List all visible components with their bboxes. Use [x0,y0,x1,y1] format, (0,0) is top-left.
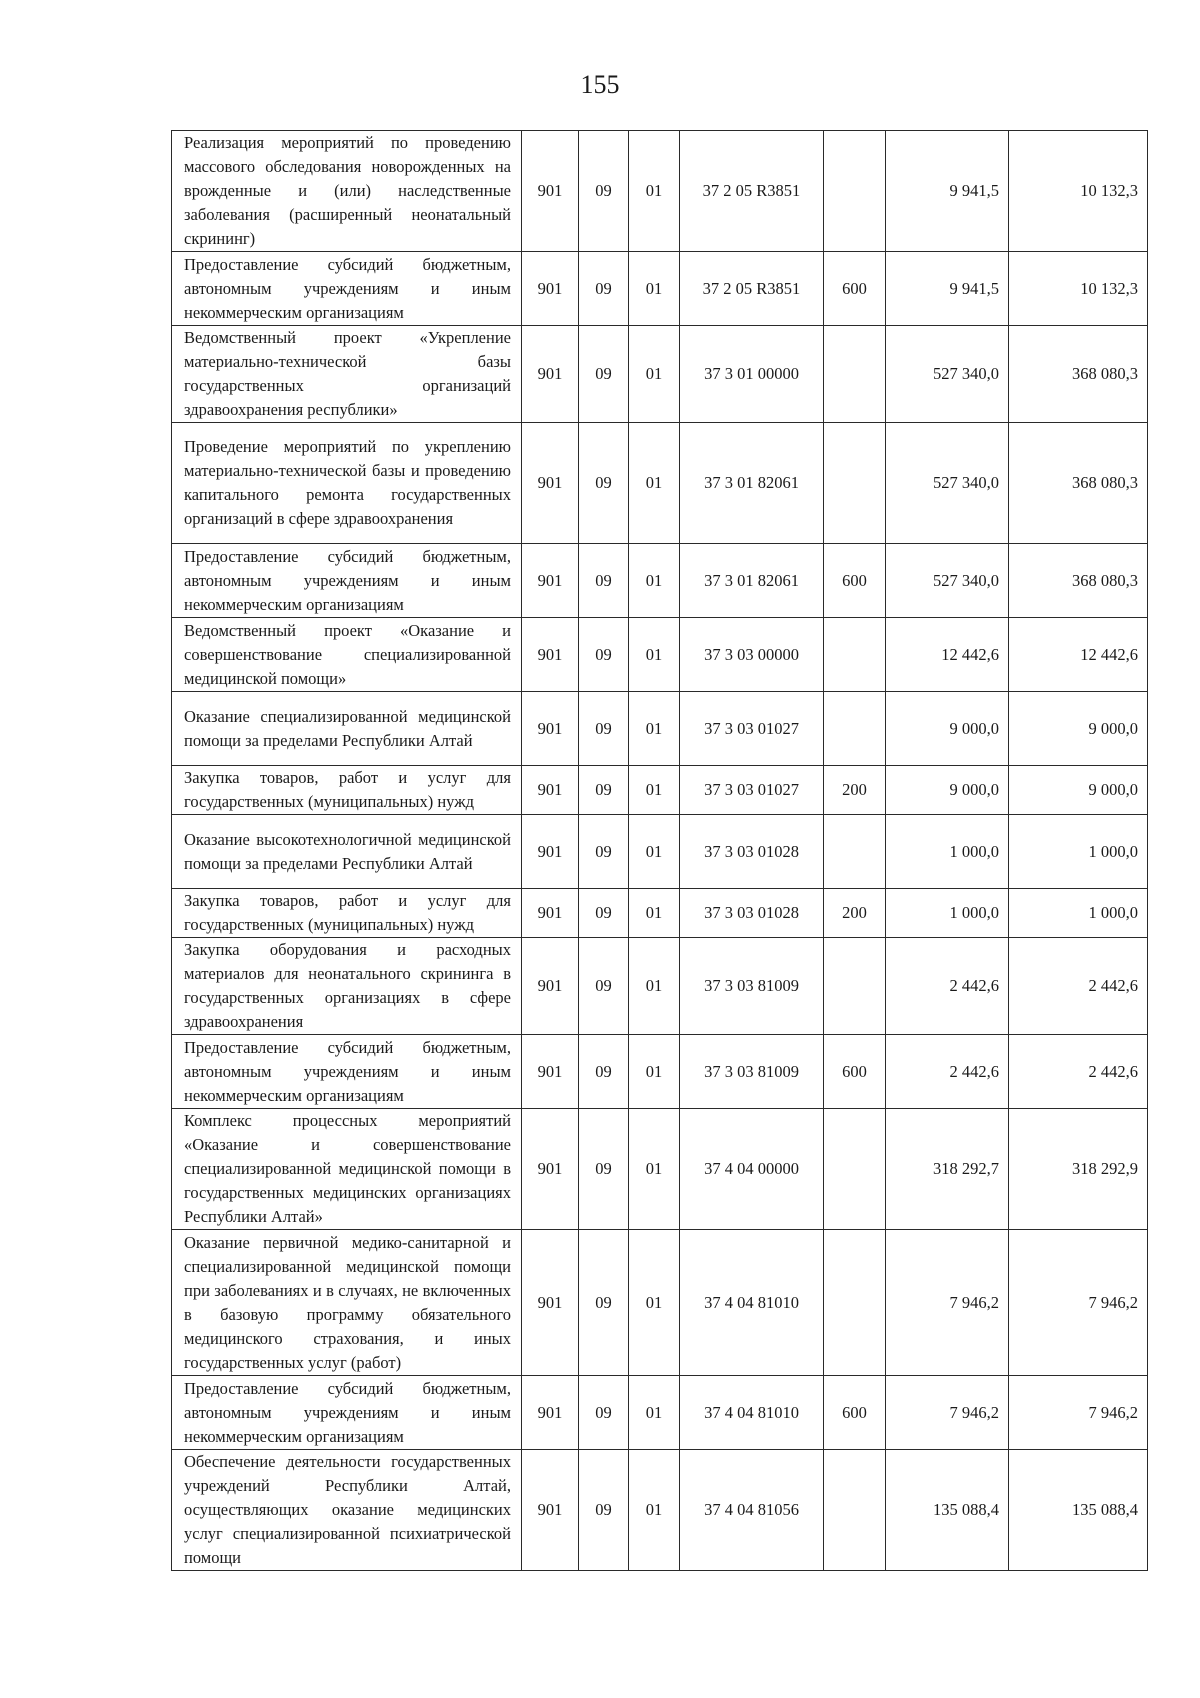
subsection-code-cell: 01 [629,692,680,766]
subsection-code-cell: 01 [629,766,680,815]
sum-year1-cell: 135 088,4 [886,1450,1009,1571]
target-article-cell: 37 3 01 82061 [680,423,824,544]
row-name-cell: Закупка товаров, работ и услуг для государственных (муниципальных) нужд [172,889,522,938]
sum-year1-cell: 7 946,2 [886,1230,1009,1376]
sum-year2-cell: 368 080,3 [1009,544,1148,618]
row-name-cell: Закупка товаров, работ и услуг для государственных (муниципальных) нужд [172,766,522,815]
table-row [172,1230,1148,1376]
row-name-cell: Предоставление субсидий бюджетным, автономным учреждениям и иным некоммерческим организациям [172,544,522,618]
section-code-cell: 09 [579,1230,629,1376]
row-name-cell: Реализация мероприятий по проведению массового обследования новорожденных на врожденные и (или) наследственные заболевания (расширенный неонатальный скрининг) [172,131,522,252]
table-row [172,1450,1148,1571]
table-row [172,252,1148,326]
expense-type-cell [824,938,886,1035]
row-name-cell: Ведомственный проект «Оказание и совершенствование специализированной медицинской помощи» [172,618,522,692]
target-article-cell: 37 4 04 81010 [680,1230,824,1376]
subsection-code-cell: 01 [629,131,680,252]
section-code-cell: 09 [579,692,629,766]
sum-year1-cell: 9 000,0 [886,766,1009,815]
section-code-cell: 09 [579,1035,629,1109]
section-code-cell: 09 [579,1376,629,1450]
section-code-cell: 09 [579,326,629,423]
subsection-code-cell: 01 [629,618,680,692]
row-name-cell: Проведение мероприятий по укреплению материально-технической базы и проведению капитального ремонта государственных организаций в сфере здравоохранения [172,423,522,544]
ved-code-cell: 901 [522,326,579,423]
expense-type-cell [824,692,886,766]
expense-type-cell [824,1230,886,1376]
ved-code-cell: 901 [522,1109,579,1230]
row-name-cell: Оказание высокотехнологичной медицинской помощи за пределами Республики Алтай [172,815,522,889]
target-article-cell: 37 2 05 R3851 [680,252,824,326]
sum-year1-cell: 1 000,0 [886,815,1009,889]
table-row [172,692,1148,766]
expense-type-cell [824,618,886,692]
expense-type-cell: 600 [824,252,886,326]
target-article-cell: 37 3 03 01027 [680,766,824,815]
sum-year1-cell: 527 340,0 [886,326,1009,423]
sum-year2-cell: 2 442,6 [1009,938,1148,1035]
sum-year1-cell: 2 442,6 [886,1035,1009,1109]
target-article-cell: 37 4 04 81010 [680,1376,824,1450]
ved-code-cell: 901 [522,1376,579,1450]
row-name-cell: Закупка оборудования и расходных материалов для неонатального скрининга в государственных организациях в сфере здравоохранения [172,938,522,1035]
section-code-cell: 09 [579,618,629,692]
table-row [172,1035,1148,1109]
ved-code-cell: 901 [522,544,579,618]
ved-code-cell: 901 [522,1035,579,1109]
subsection-code-cell: 01 [629,1230,680,1376]
expense-type-cell [824,1109,886,1230]
ved-code-cell: 901 [522,423,579,544]
page-number: 155 [580,70,620,99]
section-code-cell: 09 [579,423,629,544]
sum-year2-cell: 2 442,6 [1009,1035,1148,1109]
sum-year1-cell: 12 442,6 [886,618,1009,692]
ved-code-cell: 901 [522,815,579,889]
section-code-cell: 09 [579,889,629,938]
sum-year1-cell: 9 941,5 [886,252,1009,326]
ved-code-cell: 901 [522,766,579,815]
section-code-cell: 09 [579,766,629,815]
expense-type-cell: 600 [824,1035,886,1109]
target-article-cell: 37 3 03 01028 [680,889,824,938]
subsection-code-cell: 01 [629,1376,680,1450]
sum-year2-cell: 9 000,0 [1009,692,1148,766]
table-row [172,423,1148,544]
expense-type-cell [824,815,886,889]
target-article-cell: 37 3 03 01027 [680,692,824,766]
table-row [172,815,1148,889]
subsection-code-cell: 01 [629,423,680,544]
sum-year1-cell: 2 442,6 [886,938,1009,1035]
table-row [172,938,1148,1035]
table-row [172,889,1148,938]
sum-year2-cell: 7 946,2 [1009,1230,1148,1376]
ved-code-cell: 901 [522,889,579,938]
expense-type-cell [824,1450,886,1571]
ved-code-cell: 901 [522,252,579,326]
row-name-cell: Ведомственный проект «Укрепление материально-технической базы государственных организаций здравоохранения республики» [172,326,522,423]
table-row [172,618,1148,692]
expense-type-cell [824,326,886,423]
section-code-cell: 09 [579,131,629,252]
row-name-cell: Предоставление субсидий бюджетным, автономным учреждениям и иным некоммерческим организациям [172,1376,522,1450]
row-name-cell: Обеспечение деятельности государственных учреждений Республики Алтай, осуществляющих оказание медицинских услуг специализированной психиатрической помощи [172,1450,522,1571]
sum-year2-cell: 9 000,0 [1009,766,1148,815]
target-article-cell: 37 3 03 81009 [680,1035,824,1109]
subsection-code-cell: 01 [629,252,680,326]
sum-year2-cell: 10 132,3 [1009,131,1148,252]
target-article-cell: 37 4 04 81056 [680,1450,824,1571]
subsection-code-cell: 01 [629,889,680,938]
row-name-cell: Комплекс процессных мероприятий «Оказание и совершенствование специализированной медицинской помощи в государственных медицинских организациях Республики Алтай» [172,1109,522,1230]
sum-year2-cell: 10 132,3 [1009,252,1148,326]
sum-year1-cell: 318 292,7 [886,1109,1009,1230]
sum-year2-cell: 368 080,3 [1009,423,1148,544]
expense-type-cell: 200 [824,889,886,938]
target-article-cell: 37 3 01 82061 [680,544,824,618]
table-row [172,1109,1148,1230]
subsection-code-cell: 01 [629,1035,680,1109]
target-article-cell: 37 3 03 81009 [680,938,824,1035]
expense-type-cell [824,131,886,252]
table-row [172,131,1148,252]
subsection-code-cell: 01 [629,326,680,423]
sum-year1-cell: 527 340,0 [886,423,1009,544]
row-name-cell: Оказание первичной медико-санитарной и специализированной медицинской помощи при заболеваниях и в случаях, не включенных в базовую программу обязательного медицинского страхования, и иных государственных услуг (работ) [172,1230,522,1376]
sum-year2-cell: 12 442,6 [1009,618,1148,692]
expense-type-cell: 200 [824,766,886,815]
subsection-code-cell: 01 [629,1109,680,1230]
subsection-code-cell: 01 [629,1450,680,1571]
table-row [172,1376,1148,1450]
ved-code-cell: 901 [522,618,579,692]
sum-year2-cell: 1 000,0 [1009,815,1148,889]
sum-year2-cell: 368 080,3 [1009,326,1148,423]
ved-code-cell: 901 [522,1230,579,1376]
sum-year2-cell: 1 000,0 [1009,889,1148,938]
table-row [172,544,1148,618]
target-article-cell: 37 2 05 R3851 [680,131,824,252]
sum-year1-cell: 527 340,0 [886,544,1009,618]
row-name-cell: Предоставление субсидий бюджетным, автономным учреждениям и иным некоммерческим организациям [172,1035,522,1109]
subsection-code-cell: 01 [629,544,680,618]
section-code-cell: 09 [579,815,629,889]
sum-year1-cell: 9 000,0 [886,692,1009,766]
expense-type-cell: 600 [824,544,886,618]
sum-year1-cell: 1 000,0 [886,889,1009,938]
sum-year2-cell: 135 088,4 [1009,1450,1148,1571]
ved-code-cell: 901 [522,131,579,252]
section-code-cell: 09 [579,252,629,326]
target-article-cell: 37 3 03 00000 [680,618,824,692]
sum-year1-cell: 7 946,2 [886,1376,1009,1450]
expense-type-cell: 600 [824,1376,886,1450]
ved-code-cell: 901 [522,938,579,1035]
section-code-cell: 09 [579,1450,629,1571]
ved-code-cell: 901 [522,692,579,766]
table-row [172,766,1148,815]
expense-type-cell [824,423,886,544]
target-article-cell: 37 3 03 01028 [680,815,824,889]
section-code-cell: 09 [579,544,629,618]
subsection-code-cell: 01 [629,938,680,1035]
sum-year2-cell: 318 292,9 [1009,1109,1148,1230]
row-name-cell: Предоставление субсидий бюджетным, автономным учреждениям и иным некоммерческим организациям [172,252,522,326]
target-article-cell: 37 3 01 00000 [680,326,824,423]
row-name-cell: Оказание специализированной медицинской помощи за пределами Республики Алтай [172,692,522,766]
subsection-code-cell: 01 [629,815,680,889]
ved-code-cell: 901 [522,1450,579,1571]
sum-year1-cell: 9 941,5 [886,131,1009,252]
section-code-cell: 09 [579,938,629,1035]
target-article-cell: 37 4 04 00000 [680,1109,824,1230]
table-row [172,326,1148,423]
section-code-cell: 09 [579,1109,629,1230]
budget-table [171,130,1148,1571]
table-body [172,131,1148,1571]
sum-year2-cell: 7 946,2 [1009,1376,1148,1450]
